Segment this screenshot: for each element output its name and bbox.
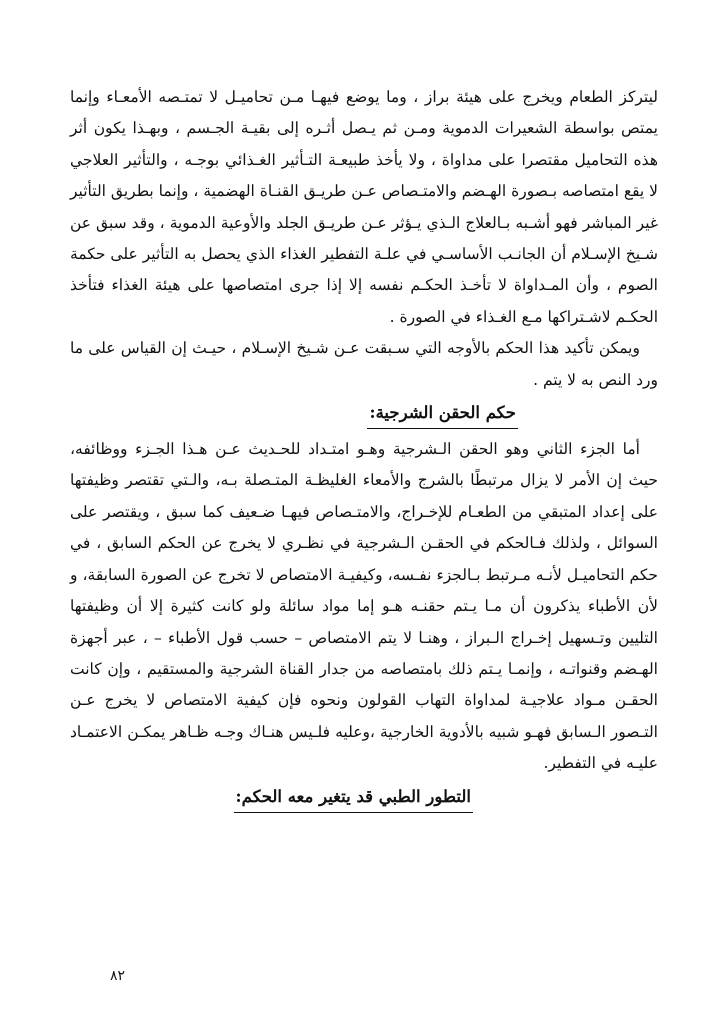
heading-enema-ruling: حكم الحقن الشرجية: [367,398,518,429]
page-body [70,82,658,818]
heading-medical-development-wrap [70,782,518,818]
heading-enema-wrap [70,398,518,434]
enema-paragraph: أما الجزء الثاني وهو الحقن الـشرجية وهـو امتـداد للحـديث عـن هـذا الجـزء ووظائفه، حيث إن الأمر لا يزال مرتبطًا بالشرج والأمعاء الغليظـة المتـصلة بـه، والـتي تقتصر وظيفتها على إعداد المتبقي من الطعـام للإخـراج، والامتـصاص فيهـا ضـعيف كما سبق ، ويقتصر على السوائل ، ولذلك فـالحكم في الحقـن الـشرجية في نظـري لا يخرج عن الحكم السابق ، في حكم التحاميـل لأنـه مـرتبط بـالجزء نفـسه، وكيفيـة الامتصاص لا تخرج عن الصورة السابقة، و لأن الأطباء يذكرون أن مـا يـتم حقنـه هـو إما مواد سائلة ولو كانت كثيرة إلا أن وظيفتها التليين وتـسهيل إخـراج الـبراز ، وهنـا لا يتم الامتصاص – حسب قول الأطباء – ، عبر أجهزة الهـضم وقنواتـه ، وإنمـا يـتم ذلك بامتصاصه من جدار القناة الشرجية والمستقيم ، وإن كانت الحقـن مـواد علاجيـة لمداواة التهاب القولون ونحوه فإن كيفية الامتصاص لا يخرج عـن التـصور الـسابق فهـو شبيه بالأدوية الخارجية ،وعليه فلـيس هنـاك وجـه ظـاهر يمكـن الاعتمـاد عليـه في التفطير. [70,440,658,773]
heading-medical-development: التطور الطبي قد يتغير معه الحكم: [234,782,473,813]
intro-paragraph: ليتركز الطعام ويخرج على هيئة براز ، وما يوضع فيهـا مـن تحاميـل لا تمتـصه الأمعـاء وإنما يمتص بواسطة الشعيرات الدموية ومـن ثم يـصل أثـره إلى بقيـة الجـسم ، وبهـذا يكون أثر هذه التحاميل مقتصرا على مداواة ، ولا يأخذ طبيعـة التـأثير الغـذائي بوجـه ، والتأثير العلاجي لا يقع امتصاصه بـصورة الهـضم والامتـصاص عـن طريـق القنـاة الهضمية ، وإنما بطريق التأثير غير المباشر فهو أشـبه بـالعلاج الـذي يـؤثر عـن طريـق الجلد والأوعية الدموية ، وقد سبق عن شـيخ الإسـلام أن الجانـب الأساسـي في علـة التفطير الغذاء الذي يحصل به التأثير على حكمة الصوم ، وأن المـداواة لا تأخـذ الحكـم نفسه إلا إذا جرى امتصاصها على هيئة الغذاء فتأخذ الحكـم لاشـتراكها مـع الغـذاء في الصورة . [70,88,658,326]
page-number: ٨٢ [110,968,126,984]
confirm-paragraph: ويمكن تأكيد هذا الحكم بالأوجه التي سـبقت عـن شـيخ الإسـلام ، حيـث إن القياس على ما ورد النص به لا يتم . [70,339,658,389]
